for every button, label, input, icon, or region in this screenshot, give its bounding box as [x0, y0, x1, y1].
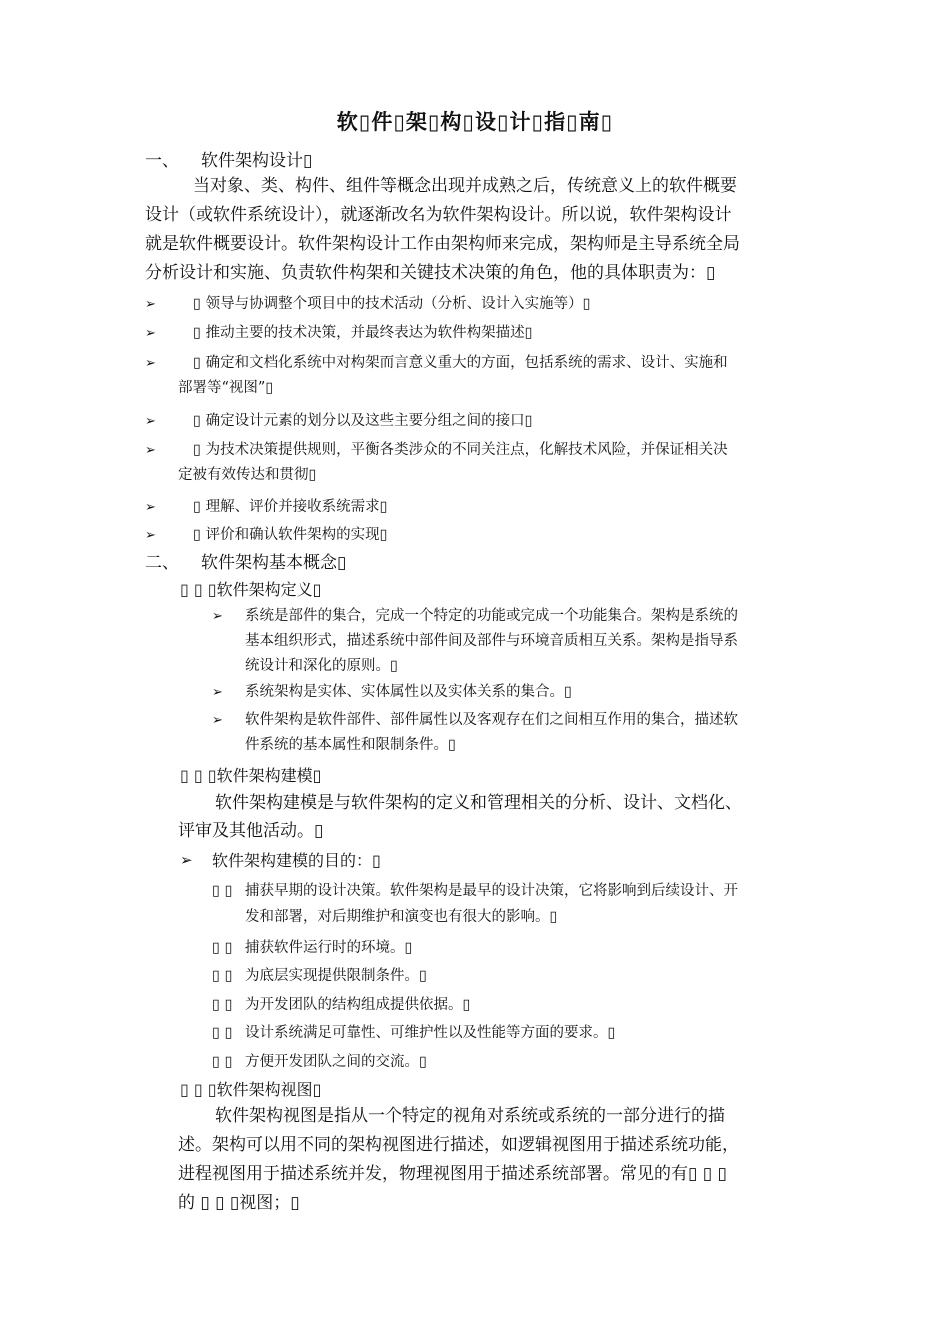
subsection-heading [180, 577, 321, 600]
s2-bullet: 系统是部件的集合，完成一个特定的功能或完成一个功能集合。架构是系统的 [245, 608, 738, 624]
item-marker: ▯ ▯ [212, 997, 233, 1013]
item-marker: ▯ ▯ [212, 883, 233, 899]
purpose-item: 为底层实现提供限制条件。▯ [245, 968, 427, 984]
section-2-heading [145, 548, 346, 573]
s1-para-line: 设计（或软件系统设计），就逐渐改名为软件架构设计。所以说，软件架构设计 [145, 205, 732, 225]
s2-para-line: 的 ▯ ▯ ▯视图；▯ [178, 1193, 300, 1213]
s2-para-line: 述。架构可以用不同的架构视图进行描述，如逻辑视图用于描述系统功能， [178, 1135, 739, 1155]
item-marker: ▯ ▯ [212, 1054, 233, 1070]
s1-bullet: ▯ 为技术决策提供规则，平衡各类涉众的不同关注点，化解技术风险，并保证相关决 [193, 442, 728, 458]
item-marker: ▯ ▯ [212, 968, 233, 984]
s2-bullet-cont: 基本组织形式，描述系统中部件间及部件与环境音质相互关系。架构是指导系 [245, 633, 738, 649]
arrow-bullet-icon: ➢ [145, 443, 156, 458]
purpose-heading: 软件架构建模的目的：▯ [212, 851, 381, 870]
s1-bullet: ▯ 确定和文档化系统中对构架而言意义重大的方面，包括系统的需求、设计、实施和 [193, 355, 728, 371]
s2-bullet-cont: 件系统的基本属性和限制条件。▯ [245, 737, 456, 753]
purpose-item: 捕获软件运行时的环境。▯ [245, 940, 413, 956]
s2-bullet: 软件架构是软件部件、部件属性以及客观存在们之间相互作用的集合，描述软 [245, 712, 738, 728]
subsection-marker: ▯ ▯ ▯ [180, 1080, 217, 1099]
s1-bullet: ▯ 理解、评价并接收系统需求▯ [193, 499, 388, 515]
item-marker: ▯ ▯ [212, 940, 233, 956]
arrow-bullet-icon: ➢ [145, 297, 156, 312]
subsection-marker: ▯ ▯ ▯ [180, 766, 217, 785]
section-1-heading [145, 146, 312, 171]
subsection-heading [180, 763, 321, 786]
subsection-heading [180, 1077, 321, 1100]
s1-bullet: ▯ 评价和确认软件架构的实现▯ [193, 527, 388, 543]
arrow-bullet-icon: ➢ [212, 609, 223, 624]
s1-para-line: 分析设计和实施、负责软件构架和关键技术决策的角色，他的具体职责为：▯ [145, 263, 716, 283]
purpose-item-cont: 发和部署，对后期维护和演变也有很大的影响。▯ [245, 909, 558, 925]
subsection-title: 软件架构建模▯ [216, 766, 322, 785]
s1-bullet: ▯ 推动主要的技术决策，并最终表达为软件构架描述▯ [193, 325, 533, 341]
section-2-number: 二、 [145, 553, 179, 573]
s1-para-line: 就是软件概要设计。软件架构设计工作由架构师来完成，架构师是主导系统全局 [145, 234, 740, 254]
s1-bullet: ▯ 确定设计元素的划分以及这些主要分组之间的接口▯ [193, 413, 533, 429]
arrow-bullet-icon: ➢ [145, 326, 156, 341]
s2-bullet: 系统架构是实体、实体属性以及实体关系的集合。▯ [245, 684, 572, 700]
section-2-title: 软件架构基本概念▯ [201, 553, 347, 573]
section-1-number: 一、 [145, 151, 179, 171]
purpose-item: 设计系统满足可靠性、可维护性以及性能等方面的要求。▯ [245, 1025, 616, 1041]
arrow-bullet-icon: ➢ [212, 685, 223, 700]
subsection-marker: ▯ ▯ ▯ [180, 580, 217, 599]
arrow-bullet-icon: ➢ [145, 414, 156, 429]
s2-para-line: 进程视图用于描述系统并发，物理视图用于描述系统部署。常见的有▯ ▯ ▯ [178, 1164, 727, 1184]
s1-bullet-cont: 部署等“视图”▯ [178, 380, 274, 396]
purpose-item: 为开发团队的结构组成提供依据。▯ [245, 997, 471, 1013]
s2-bullet-cont: 统设计和深化的原则。▯ [245, 658, 398, 674]
section-1-title: 软件架构设计▯ [201, 151, 313, 171]
subsection-title: 软件架构定义▯ [216, 580, 322, 599]
arrow-bullet-icon: ➢ [145, 356, 156, 371]
arrow-bullet-icon: ➢ [180, 851, 193, 869]
s2-para-line: 软件架构视图是指从一个特定的视角对系统或系统的一部分进行的描 [215, 1106, 725, 1126]
s2-para-line: 软件架构建模是与软件架构的定义和管理相关的分析、设计、文档化、 [215, 793, 742, 813]
arrow-bullet-icon: ➢ [145, 500, 156, 515]
item-marker: ▯ ▯ [212, 1025, 233, 1041]
subsection-title: 软件架构视图▯ [216, 1080, 322, 1099]
s1-bullet-cont: 定被有效传达和贯彻▯ [178, 467, 317, 483]
s1-para-line: 当对象、类、构件、组件等概念出现并成熟之后，传统意义上的软件概要 [193, 176, 737, 196]
purpose-item: 捕获早期的设计决策。软件架构是最早的设计决策，它将影响到后续设计、开 [245, 883, 738, 899]
arrow-bullet-icon: ➢ [145, 528, 156, 543]
purpose-item: 方便开发团队之间的交流。▯ [245, 1054, 427, 1070]
arrow-bullet-icon: ➢ [212, 713, 223, 728]
s1-bullet: ▯ 领导与协调整个项目中的技术活动（分析、设计入实施等）▯ [193, 296, 591, 312]
document-title: 软▯件▯架▯构▯设▯计▯指▯南▯ [336, 109, 614, 134]
s2-para-line: 评审及其他活动。▯ [178, 821, 324, 841]
